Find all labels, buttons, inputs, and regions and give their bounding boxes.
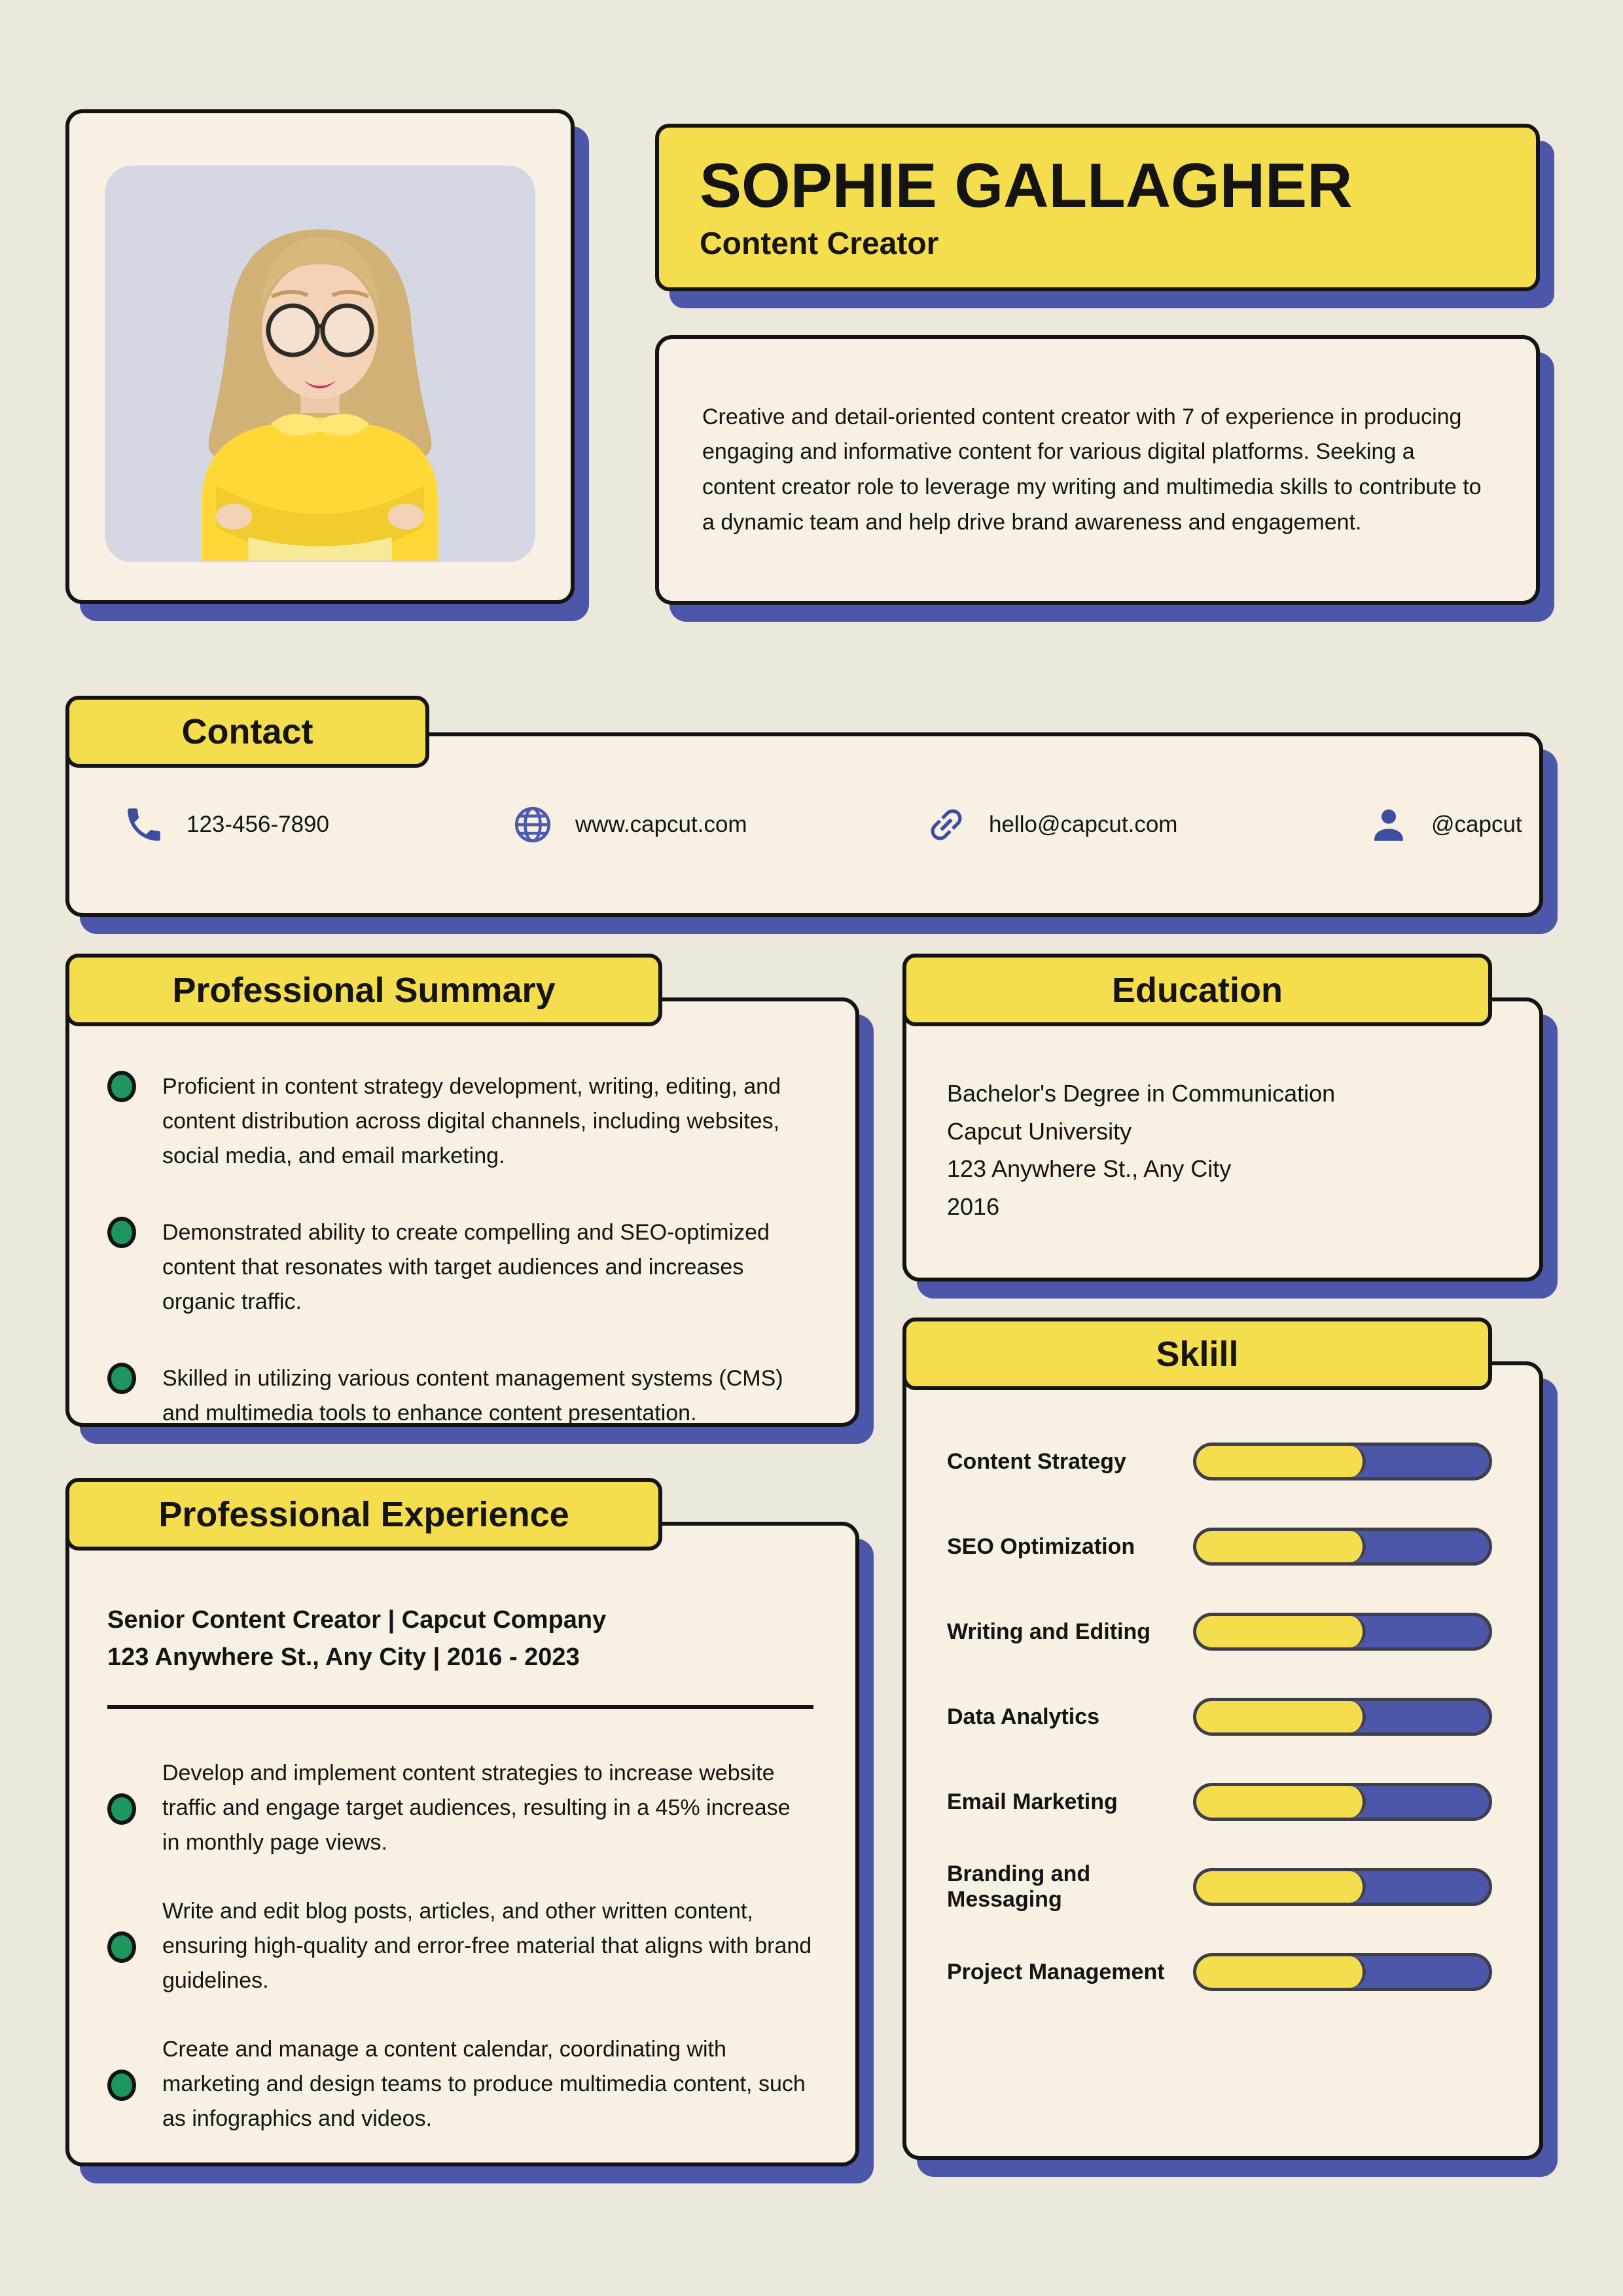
summary-bullet-text: Proficient in content strategy development, writing, editing, and content distribution across digital channels, including websites, social media, and email marketing. — [162, 1074, 781, 1169]
intro-text: Creative and detail-oriented content creator with 7 of experience in producing engaging and informative content for various digital platforms. Seeking a content creator role to leverage my writing and multimedia skills to contribute to a dynamic team and help drive brand awareness and engagement. — [702, 404, 1482, 535]
bullet-dot-icon — [107, 1071, 136, 1102]
experience-bullets — [107, 1756, 813, 2136]
person-icon — [1367, 803, 1410, 846]
skill-bar-fill — [1196, 1616, 1366, 1647]
skill-bar-fill — [1196, 1871, 1366, 1903]
skill-bar-fill — [1196, 1446, 1366, 1477]
skills-heading-tab — [902, 1318, 1492, 1390]
person-name: SOPHIE GALLAGHER — [700, 151, 1353, 221]
experience-bullet-text: Develop and implement content strategies to increase website traffic and engage target audiences, resulting in a 45% increase in monthly page views. — [162, 1761, 791, 1856]
summary-bullet-text: Demonstrated ability to create compelling and SEO-optimized content that resonates with target audiences and increases organic traffic. — [162, 1220, 770, 1315]
skill-bar — [1193, 1953, 1492, 1991]
bullet-dot-icon — [107, 1931, 136, 1963]
skill-row — [947, 1613, 1492, 1651]
job-meta: 123 Anywhere St., Any City | 2016 - 2023 — [107, 1643, 580, 1671]
contact-item-website — [511, 803, 747, 846]
education-address: 123 Anywhere St., Any City — [947, 1155, 1232, 1183]
skill-label: Writing and Editing — [947, 1619, 1150, 1644]
skills-heading: Sklill — [1156, 1334, 1239, 1374]
profile-photo — [105, 166, 535, 562]
education-year: 2016 — [947, 1193, 1000, 1220]
skill-bar — [1193, 1698, 1492, 1736]
experience-bullet-text: Create and manage a content calendar, coordinating with marketing and design teams to produce multimedia content, such as infographics and videos. — [162, 2037, 806, 2132]
skill-label: SEO Optimization — [947, 1534, 1135, 1559]
contact-social-text: @capcut — [1431, 812, 1522, 837]
contact-heading-tab — [65, 696, 429, 768]
skill-bar — [1193, 1443, 1492, 1480]
experience-bullet — [107, 1756, 813, 1860]
experience-heading-tab — [65, 1478, 662, 1551]
experience-card — [65, 1522, 859, 2166]
skill-row — [947, 1528, 1492, 1566]
bullet-dot-icon — [107, 2070, 136, 2101]
skill-label: Data Analytics — [947, 1704, 1100, 1729]
skill-bar-fill — [1196, 1701, 1366, 1732]
experience-bullet — [107, 2032, 813, 2136]
bullet-dot-icon — [107, 1217, 136, 1248]
skills-card — [902, 1361, 1543, 2160]
skill-label: Email Marketing — [947, 1789, 1118, 1814]
contact-phone-text: 123-456-7890 — [187, 812, 329, 837]
summary-bullet — [107, 1215, 813, 1319]
skill-label: Branding and Messaging — [947, 1861, 1091, 1912]
experience-heading: Professional Experience — [158, 1494, 569, 1534]
person-role: Content Creator — [700, 226, 939, 261]
skill-row — [947, 1861, 1492, 1912]
education-degree: Bachelor's Degree in Communication — [947, 1080, 1336, 1107]
skill-bar-fill — [1196, 1956, 1366, 1988]
contact-email-text: hello@capcut.com — [989, 812, 1178, 837]
bullet-dot-icon — [107, 1363, 136, 1394]
intro-card — [655, 335, 1540, 605]
skill-row — [947, 1698, 1492, 1736]
contact-item-phone — [122, 803, 329, 846]
experience-bullet-text: Write and edit blog posts, articles, and other written content, ensuring high-quality and error-free material that aligns with brand guidelines. — [162, 1899, 812, 1994]
contact-item-email — [925, 803, 1177, 846]
skill-row — [947, 1783, 1492, 1821]
professional-summary-card — [65, 997, 859, 1427]
bullet-dot-icon — [107, 1793, 136, 1825]
header-card — [655, 124, 1540, 291]
contact-heading: Contact — [181, 712, 313, 751]
summary-bullet-text: Skilled in utilizing various content management systems (CMS) and multimedia tools to enhance content presentation. — [162, 1366, 783, 1426]
globe-icon — [511, 803, 554, 846]
professional-summary-heading: Professional Summary — [172, 970, 556, 1010]
phone-icon — [122, 803, 166, 846]
education-card — [902, 997, 1543, 1282]
skill-row — [947, 1953, 1492, 1991]
profile-photo-card — [65, 109, 575, 604]
contact-item-social — [1367, 803, 1522, 846]
summary-bullet — [107, 1361, 813, 1431]
experience-bullet — [107, 1894, 813, 1998]
skill-bar — [1193, 1528, 1492, 1566]
skill-bar — [1193, 1783, 1492, 1821]
skill-bar-fill — [1196, 1786, 1366, 1818]
education-heading: Education — [1111, 970, 1283, 1010]
contact-website-text: www.capcut.com — [575, 812, 747, 837]
skill-row — [947, 1443, 1492, 1480]
section-divider — [107, 1705, 813, 1709]
summary-bullet — [107, 1069, 813, 1174]
link-icon — [925, 803, 968, 846]
skill-bar — [1193, 1613, 1492, 1651]
skill-bar — [1193, 1868, 1492, 1906]
portrait-illustration — [105, 166, 535, 562]
professional-summary-heading-tab — [65, 954, 662, 1026]
education-school: Capcut University — [947, 1117, 1132, 1145]
skill-label: Project Management — [947, 1959, 1165, 1984]
job-title: Senior Content Creator | Capcut Company — [107, 1606, 607, 1634]
skill-label: Content Strategy — [947, 1448, 1126, 1474]
skill-bar-fill — [1196, 1531, 1366, 1562]
education-heading-tab — [902, 954, 1492, 1026]
